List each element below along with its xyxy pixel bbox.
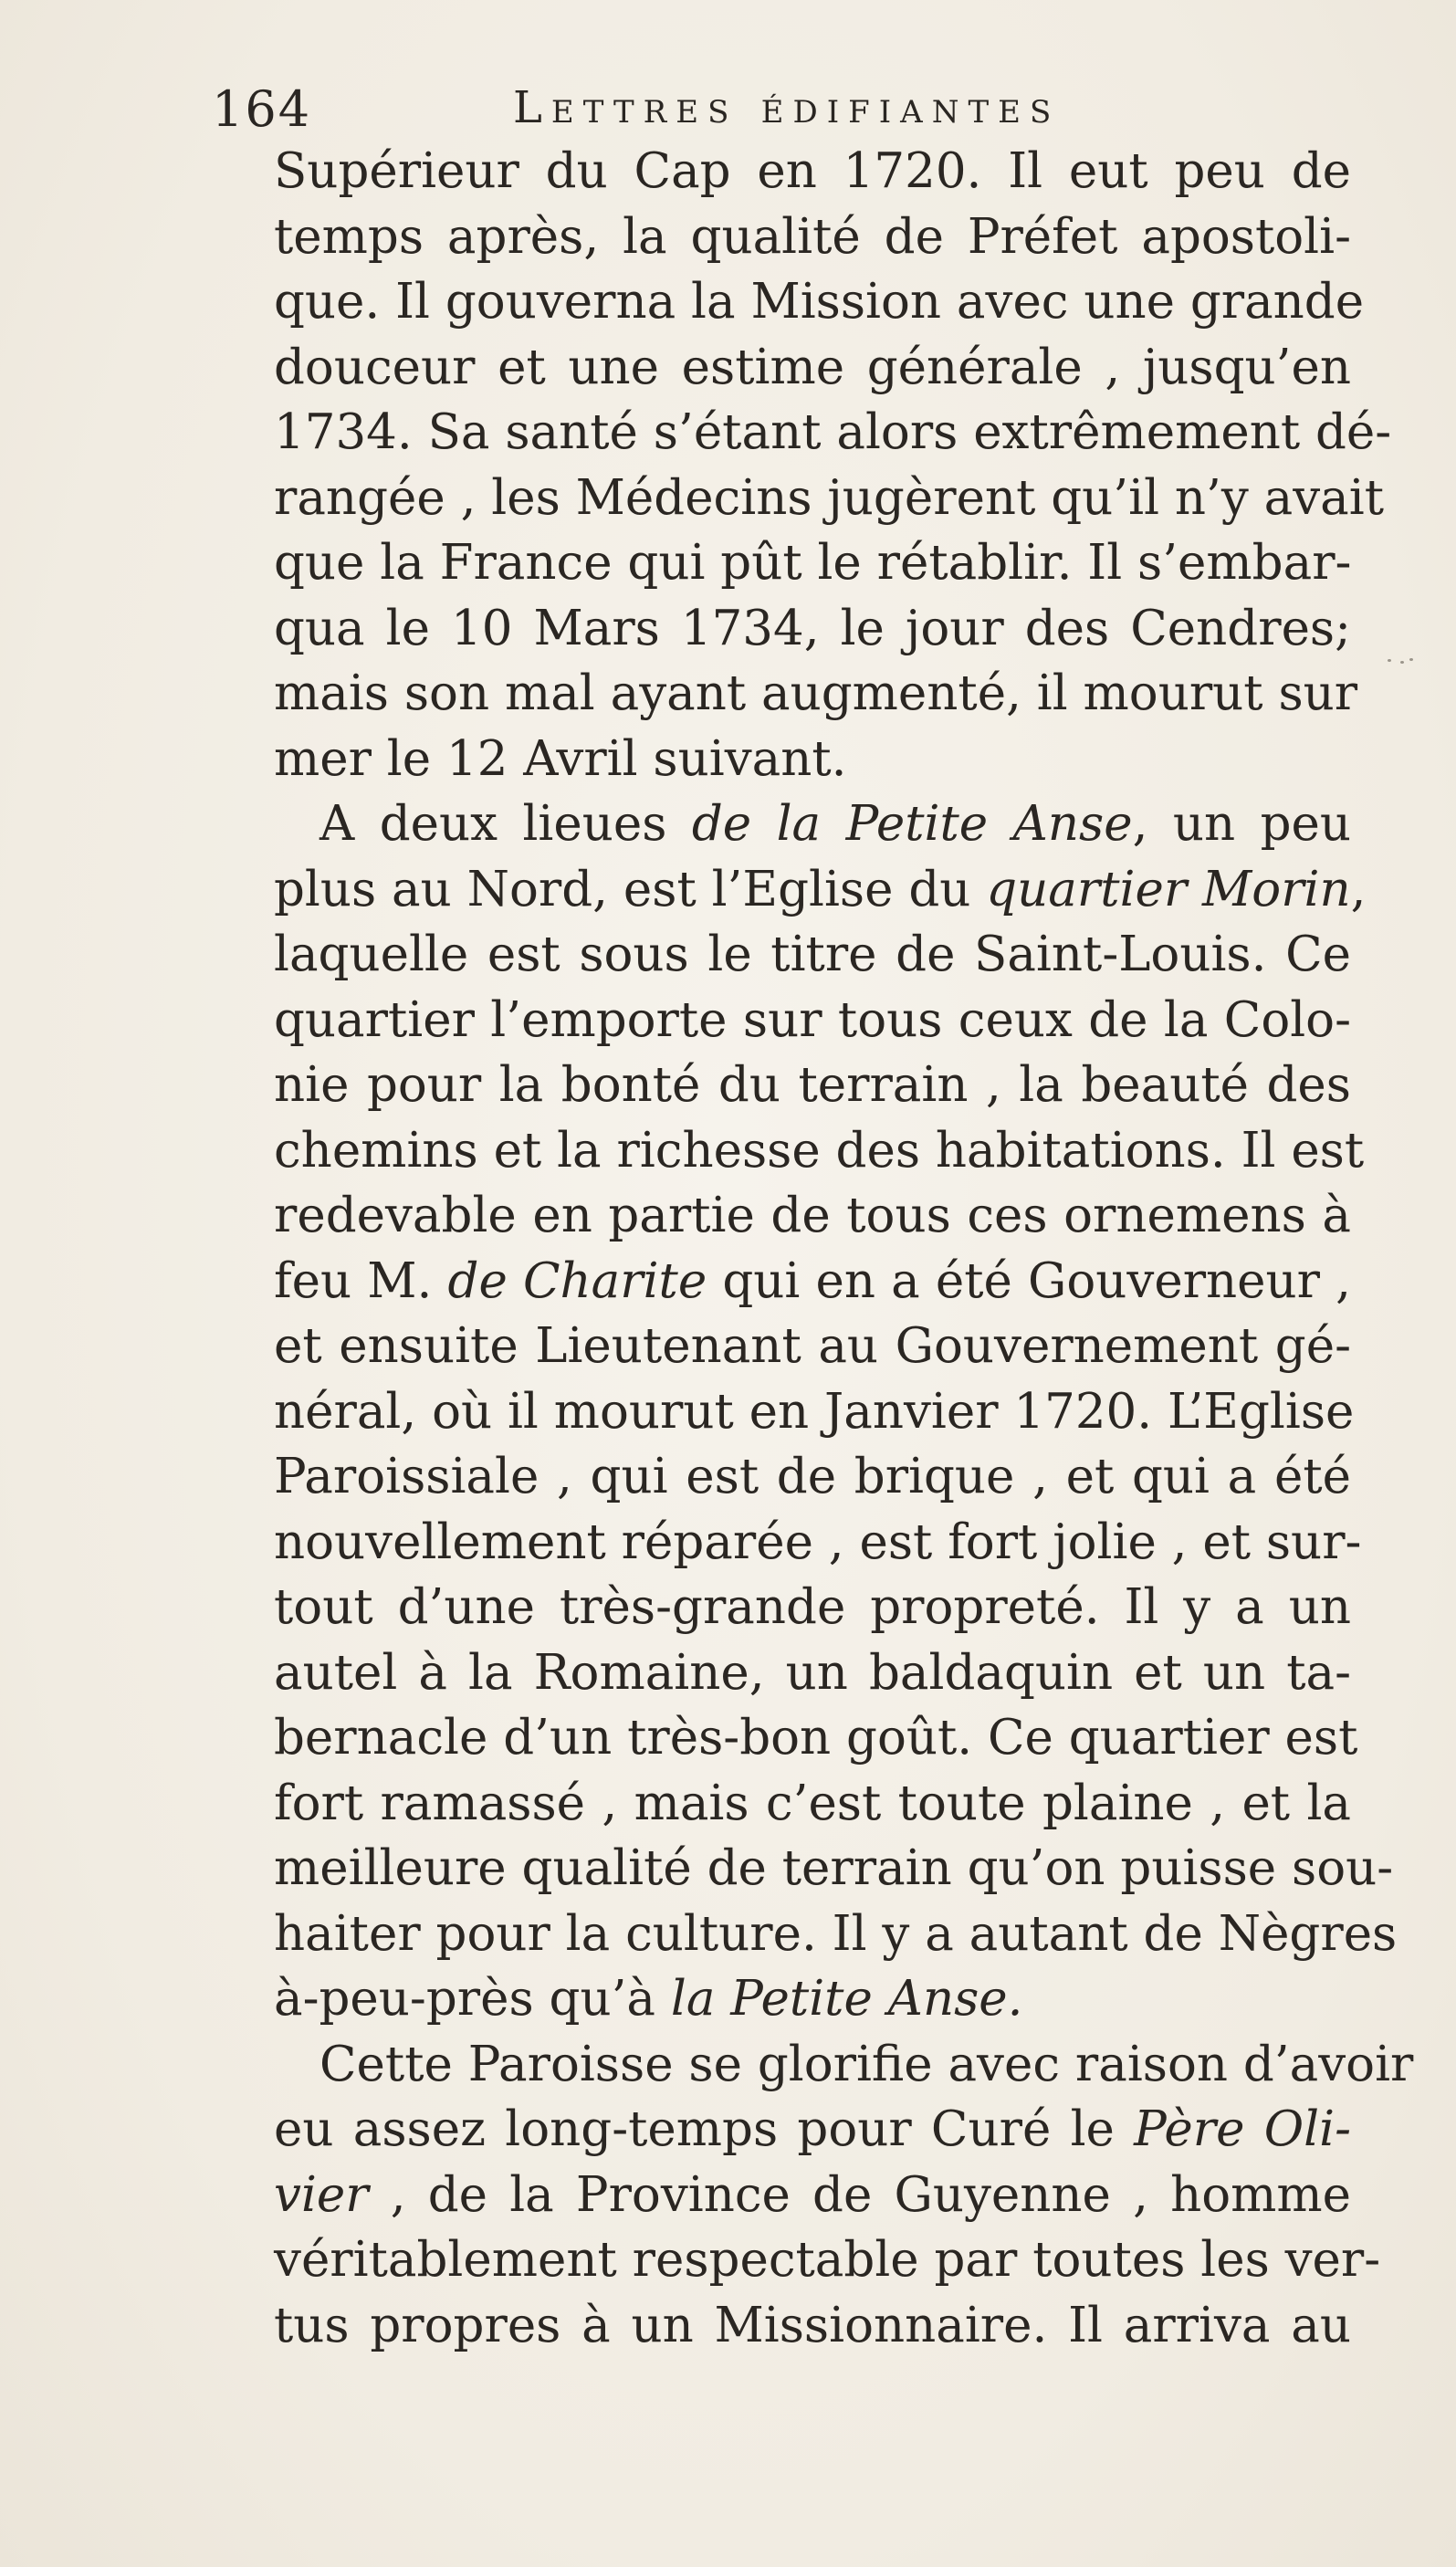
running-head: Lettres édifiantes [513,82,1061,133]
text-line: véritablement respectable par toutes les ver- [274,2232,1381,2288]
text-line: Supérieur du Cap en 1720. Il eut peu de [274,143,1351,199]
text-line: mais son mal ayant augmenté, il mourut sur [274,665,1358,721]
text-line: haiter pour la culture. Il y a autant de Nègres [274,1905,1398,1962]
place-name-italic: la Petite Anse. [670,1971,1023,2027]
person-name-italic: vier [274,2166,369,2223]
text-line: Paroissiale , qui est de brique , et qui a été [274,1449,1351,1504]
text-line: vier , de la Province de Guyenne , homme [274,2166,1351,2223]
place-name-italic: la Petite Anse [776,796,1133,852]
text-line: tus propres à un Missionnaire. Il arriva au [274,2297,1351,2353]
text-line: que la France qui pût le rétablir. Il s’embar- [274,535,1352,591]
text-line: redevable en partie de tous ces ornemens à [274,1188,1351,1243]
person-name-italic: de Charite [447,1252,707,1309]
text-line: qua le 10 Mars 1734, le jour des Cendres; [274,600,1351,656]
text-line: douceur et une estime générale , jusqu’en [274,339,1351,395]
paragraph-start-line: A deux lieues de la Petite Anse, un peu [319,796,1351,852]
text-line: feu M. de Charite qui en a été Gouverneur , [274,1252,1351,1309]
text-line: laquelle est sous le titre de Saint-Louis. Ce [274,927,1351,982]
text-line: temps après, la qualité de Préfet apostoli- [274,208,1351,265]
place-name-italic: quartier Morin [986,861,1351,917]
body-text [274,139,1414,2358]
text-line: fort ramassé , mais c’est toute plaine , et la [274,1775,1351,1831]
italic-word: de [691,796,777,852]
person-name-italic: Père Oli- [1134,2101,1351,2157]
text-line: 1734. Sa santé s’étant alors extrêmement dé- [274,404,1392,460]
page-number: 164 [212,80,312,138]
text-line: bernacle d’un très-bon goût. Ce quartier est [274,1710,1358,1765]
text-line: eu assez long-temps pour Curé le Père Oli- [274,2101,1351,2157]
paragraph-start-line: Cette Paroisse se glorifie avec raison d’avoir [319,2036,1414,2092]
text-line: rangée , les Médecins jugèrent qu’il n’y avait [274,469,1385,526]
text-line: chemins et la richesse des habitations. Il est [274,1122,1365,1179]
text-line: meilleure qualité de terrain qu’on puisse sou- [274,1840,1394,1896]
paper-specks [1388,657,1415,665]
text-line: tout d’une très-grande propreté. Il y a un [274,1579,1351,1635]
text-line: et ensuite Lieutenant au Gouvernement gé- [274,1318,1351,1374]
text-line: quartier l’emporte sur tous ceux de la Colo- [274,991,1351,1048]
text-line: nie pour la bonté du terrain , la beauté des [274,1057,1351,1113]
text-line: mer le 12 Avril suivant. [274,730,847,787]
text-line: néral, où il mourut en Janvier 1720. L’Eglise [274,1383,1355,1440]
text-line: que. Il gouverna la Mission avec une grande [274,274,1365,330]
text-line: à-peu-près qu’à la Petite Anse. [274,1971,1023,2027]
text-line: plus au Nord, est l’Eglise du quartier Morin, [274,861,1367,917]
text-line: autel à la Romaine, un baldaquin et un ta- [274,1644,1351,1701]
text-line: nouvellement réparée , est fort jolie , et sur- [274,1514,1362,1570]
